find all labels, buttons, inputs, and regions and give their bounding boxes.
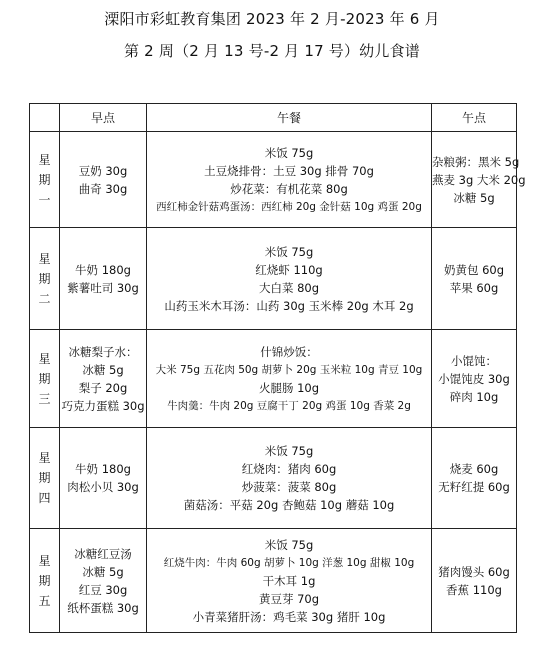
menu-item: 猪肉馒头 60g xyxy=(438,564,510,579)
lunch-cell xyxy=(147,330,432,428)
day-row-fri xyxy=(30,529,517,633)
day-char: 期 xyxy=(38,172,51,187)
morning-cell xyxy=(60,428,147,529)
menu-item: 冰糖梨子水： xyxy=(68,344,138,359)
afternoon-cell xyxy=(432,132,526,228)
menu-item: 米饭 75g xyxy=(264,537,314,552)
menu-item: 炒菠菜：菠菜 80g xyxy=(241,480,337,494)
header-afternoon: 午点 xyxy=(432,104,517,132)
menu-item: 土豆烧排骨：土豆 30g 排骨 70g xyxy=(204,163,374,178)
menu-item: 奶黄包 60g xyxy=(443,262,505,277)
day-label xyxy=(30,428,60,529)
menu-item: 什锦炒饭： xyxy=(260,344,318,359)
menu-table xyxy=(29,103,526,633)
lunch-cell xyxy=(147,428,432,529)
day-char: 期 xyxy=(38,271,51,286)
day-row-thu xyxy=(30,428,517,529)
menu-item: 小馄饨皮 30g xyxy=(438,371,510,386)
morning-cell xyxy=(60,228,147,330)
day-char: 星 xyxy=(38,251,51,266)
menu-item: 米饭 75g xyxy=(264,444,314,458)
afternoon-cell xyxy=(432,228,517,330)
menu-item: 无籽红提 60g xyxy=(438,480,510,494)
day-char: 期 xyxy=(38,573,51,588)
day-char: 星 xyxy=(38,553,51,568)
header-lunch: 午餐 xyxy=(147,104,432,132)
menu-item: 牛奶 180g xyxy=(75,462,131,476)
menu-item: 牛肉羹：牛肉 20g 豆腐干丁 20g 鸡蛋 10g 香菜 2g xyxy=(167,399,411,412)
afternoon-cell xyxy=(432,428,517,529)
morning-cell xyxy=(60,132,147,228)
menu-item: 米饭 75g xyxy=(264,244,314,259)
menu-item: 米饭 75g xyxy=(264,145,314,160)
page-subtitle: 第 2 周（2 月 13 号-2 月 17 号）幼儿食谱 xyxy=(124,42,420,60)
menu-item: 红烧肉：猪肉 60g xyxy=(241,462,337,476)
morning-cell xyxy=(60,529,147,633)
menu-item: 西红柿金针菇鸡蛋汤：西红柿 20g 金针菇 10g 鸡蛋 20g xyxy=(156,200,422,213)
menu-item: 菌菇汤：平菇 20g 杏鲍菇 10g 蘑菇 10g xyxy=(183,498,395,512)
menu-item: 大米 75g 五花肉 50g 胡萝卜 20g 玉米粒 10g 青豆 10g xyxy=(155,363,423,376)
menu-item: 干木耳 1g xyxy=(262,573,316,588)
morning-cell xyxy=(60,330,147,428)
menu-item: 红烧牛肉：牛肉 60g 胡萝卜 10g 洋葱 10g 甜椒 10g xyxy=(163,556,415,569)
menu-item: 黄豆芽 70g xyxy=(258,591,320,606)
day-label xyxy=(30,330,60,428)
menu-item: 大白菜 80g xyxy=(258,280,320,295)
menu-item: 烧麦 60g xyxy=(449,462,499,476)
menu-item: 火腿肠 10g xyxy=(258,380,320,395)
day-row-wed xyxy=(30,330,517,428)
menu-item: 苹果 60g xyxy=(449,280,499,295)
menu-item: 燕麦 3g 大米 20g xyxy=(432,172,526,187)
menu-item: 曲奇 30g xyxy=(78,181,128,196)
menu-item: 小馄饨： xyxy=(451,353,497,368)
day-char: 四 xyxy=(38,491,51,505)
menu-item: 纸杯蛋糕 30g xyxy=(67,600,139,615)
day-label xyxy=(30,132,60,228)
day-char: 三 xyxy=(38,391,51,406)
day-char: 星 xyxy=(38,351,51,366)
header-day xyxy=(30,104,60,132)
day-char: 期 xyxy=(38,471,51,485)
day-char: 星 xyxy=(38,451,51,465)
menu-item: 肉松小贝 30g xyxy=(67,480,139,494)
menu-item: 梨子 20g xyxy=(78,380,128,395)
menu-item: 杂粮粥：黑米 5g xyxy=(432,154,520,169)
menu-item: 小青菜猪肝汤：鸡毛菜 30g 猪肝 10g xyxy=(192,609,386,624)
menu-item: 香蕉 110g xyxy=(446,582,502,597)
lunch-cell xyxy=(147,529,432,633)
day-row-mon xyxy=(30,132,517,228)
lunch-cell xyxy=(147,228,432,330)
menu-item: 红豆 30g xyxy=(78,582,128,597)
day-row-tue xyxy=(30,228,517,330)
day-label xyxy=(30,529,60,633)
menu-item: 豆奶 30g xyxy=(78,163,128,178)
menu-item: 冰糖 5g xyxy=(453,190,495,205)
menu-item: 炒花菜：有机花菜 80g xyxy=(230,181,348,196)
menu-item: 巧克力蛋糕 30g xyxy=(61,398,145,413)
menu-item: 冰糖红豆汤 xyxy=(74,546,132,561)
afternoon-cell xyxy=(432,330,517,428)
header-morning: 早点 xyxy=(60,104,147,132)
menu-item: 紫薯吐司 30g xyxy=(67,280,139,295)
day-label xyxy=(30,228,60,330)
menu-item: 山药玉米木耳汤：山药 30g 玉米棒 20g 木耳 2g xyxy=(164,298,414,313)
lunch-cell xyxy=(147,132,432,228)
day-char: 五 xyxy=(38,593,51,608)
menu-item: 碎肉 10g xyxy=(449,389,499,404)
menu-item: 红烧虾 110g xyxy=(255,262,323,277)
page-title: 溧阳市彩虹教育集团 2023 年 2 月-2023 年 6 月 xyxy=(104,10,440,28)
day-char: 星 xyxy=(38,152,51,167)
menu-item: 冰糖 5g xyxy=(82,564,124,579)
day-char: 二 xyxy=(38,291,51,306)
menu-item: 冰糖 5g xyxy=(82,362,124,377)
afternoon-cell xyxy=(432,529,517,633)
day-char: 一 xyxy=(38,192,51,207)
day-char: 期 xyxy=(38,371,51,386)
header-row xyxy=(30,104,517,132)
menu-item: 牛奶 180g xyxy=(75,262,131,277)
